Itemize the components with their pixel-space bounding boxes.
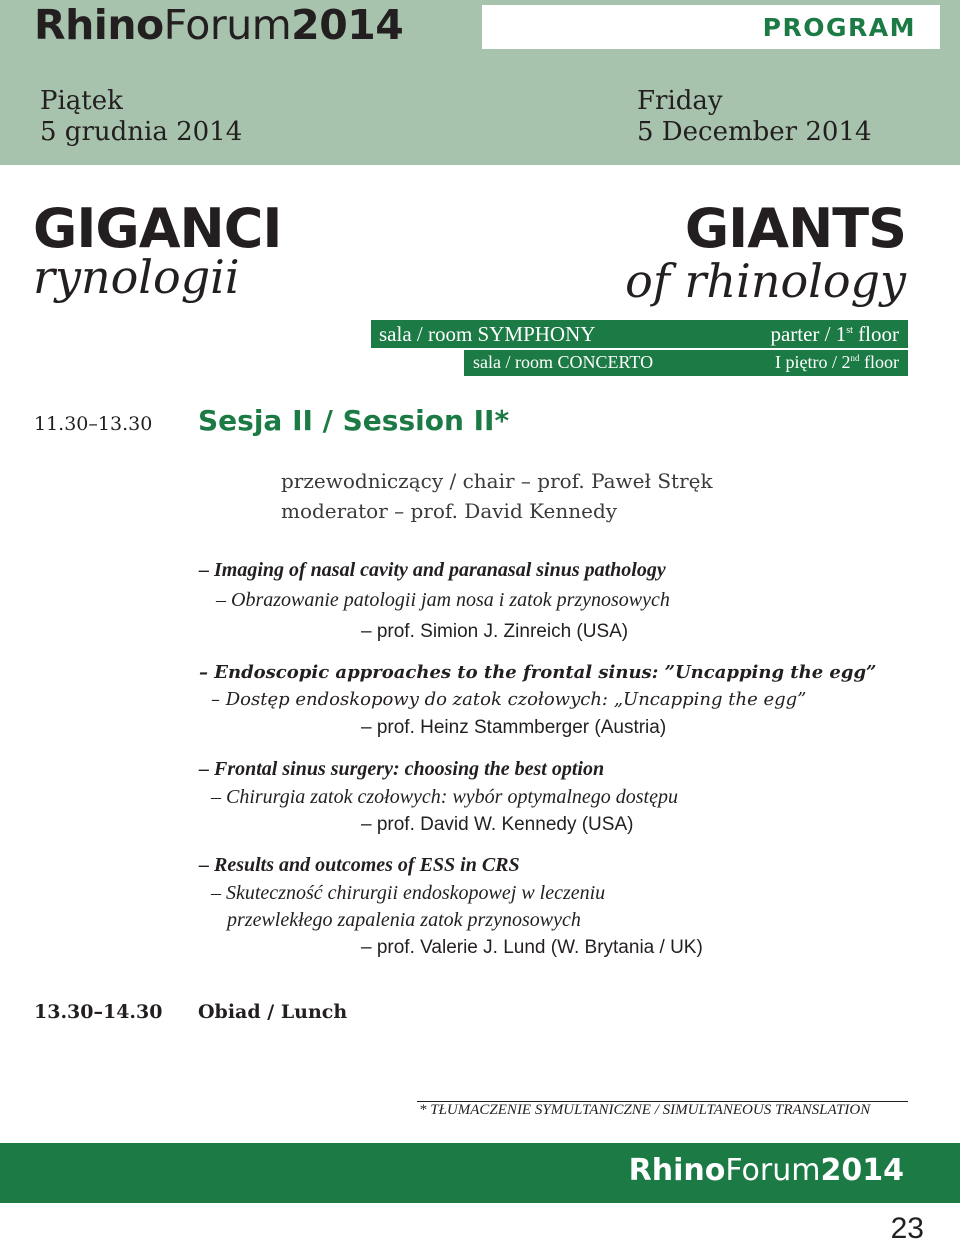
program-box bbox=[482, 5, 940, 49]
room-symphony-floor: parter / 1st floor bbox=[770, 322, 899, 346]
title-en-main: GIANTS bbox=[684, 197, 906, 260]
talk-4-title-pl: – Skuteczność chirurgii endoskopowej w leczeniu bbox=[211, 882, 606, 904]
date-en-date: 5 December 2014 bbox=[637, 117, 872, 147]
title-en-sub: of rhinology bbox=[625, 254, 906, 308]
rhinoforum-logo: RhinoForum2014 bbox=[34, 1, 404, 49]
footnote: * TŁUMACZENIE SYMULTANICZNE / SIMULTANEOUS TRANSLATION bbox=[419, 1102, 871, 1118]
session-moderator: moderator – prof. David Kennedy bbox=[281, 499, 618, 523]
room-symphony-label: sala / room SYMPHONY bbox=[379, 322, 596, 346]
talk-3-title-pl: – Chirurgia zatok czołowych: wybór optymalnego dostępu bbox=[211, 786, 678, 808]
session-time: 11.30–13.30 bbox=[34, 413, 153, 435]
lunch-label: Obiad / Lunch bbox=[198, 1001, 348, 1023]
talk-1-title-en: – Imaging of nasal cavity and paranasal sinus pathology bbox=[199, 559, 666, 581]
room-concerto-label: sala / room CONCERTO bbox=[473, 352, 654, 372]
talk-2-speaker: – prof. Heinz Stammberger (Austria) bbox=[361, 717, 667, 738]
talk-4-speaker: – prof. Valerie J. Lund (W. Brytania / UK) bbox=[361, 937, 703, 958]
room-bar-concerto bbox=[464, 350, 908, 376]
talk-2-title-pl: – Dostęp endoskopowy do zatok czołowych: „Uncapping the egg” bbox=[211, 689, 807, 710]
talk-1-speaker: – prof. Simion J. Zinreich (USA) bbox=[361, 621, 629, 642]
date-en-day: Friday bbox=[637, 86, 723, 116]
talk-1-title-pl: – Obrazowanie patologii jam nosa i zatok przynosowych bbox=[216, 589, 670, 611]
lunch-time: 13.30–14.30 bbox=[34, 1001, 163, 1023]
footer-band bbox=[0, 1143, 960, 1203]
program-label: PROGRAM bbox=[762, 13, 916, 42]
room-bar-symphony bbox=[371, 320, 908, 348]
page-number: 23 bbox=[890, 1212, 924, 1245]
title-pl-sub: rynologii bbox=[33, 250, 240, 304]
session-chair: przewodniczący / chair – prof. Paweł Stręk bbox=[281, 469, 713, 493]
room-concerto-floor: I piętro / 2nd floor bbox=[775, 352, 899, 372]
date-pl-day: Piątek bbox=[40, 86, 123, 116]
talk-2-title-en: – Endoscopic approaches to the frontal sinus: ”Uncapping the egg” bbox=[199, 662, 877, 683]
talk-4-title-en: – Results and outcomes of ESS in CRS bbox=[199, 854, 520, 876]
talk-3-speaker: – prof. David W. Kennedy (USA) bbox=[361, 814, 634, 835]
title-pl-main: GIGANCI bbox=[33, 197, 282, 260]
session-title: Sesja II / Session II* bbox=[198, 404, 510, 437]
talk-4-title-pl-line2: przewlekłego zapalenia zatok przynosowych bbox=[227, 909, 581, 931]
date-pl-date: 5 grudnia 2014 bbox=[40, 117, 243, 147]
talk-3-title-en: – Frontal sinus surgery: choosing the best option bbox=[199, 758, 605, 780]
footer-logo: RhinoForum2014 bbox=[628, 1153, 904, 1188]
